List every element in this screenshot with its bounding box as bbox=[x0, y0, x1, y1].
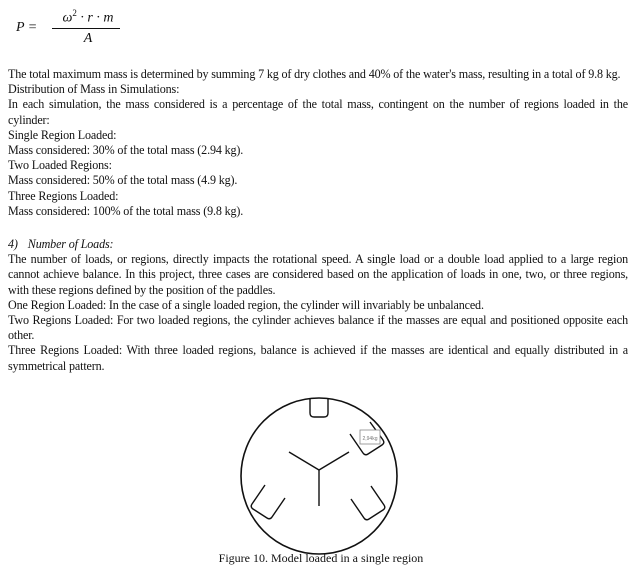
formula-numerator bbox=[54, 8, 122, 27]
two-regions-paragraph: Two Regions Loaded: For two loaded regions, the cylinder achieves balance if the masses are equal and positioned opposite each other. bbox=[8, 313, 628, 343]
distribution-heading: Distribution of Mass in Simulations: bbox=[8, 82, 180, 97]
paddle-lower-right bbox=[351, 486, 385, 520]
section-heading bbox=[8, 237, 628, 252]
mass-section bbox=[8, 67, 628, 219]
one-region-paragraph: One Region Loaded: In the case of a single loaded region, the cylinder will invariably be unbalanced. bbox=[8, 297, 484, 312]
three-regions-label: Three Regions Loaded: bbox=[8, 188, 119, 203]
single-region-mass: Mass considered: 30% of the total mass (2.94 kg). bbox=[8, 143, 244, 158]
section-title: Number of Loads: bbox=[27, 237, 114, 251]
loads-section bbox=[8, 237, 628, 374]
formula-lhs: P = bbox=[16, 20, 38, 35]
formula-denominator: A bbox=[83, 31, 93, 46]
formula-exponent: 2 bbox=[72, 8, 77, 18]
total-mass-paragraph: The total maximum mass is determined by summing 7 kg of dry clothes and 40% of the water's mass, resulting in a total of 9.8 kg. bbox=[8, 67, 621, 81]
two-regions-label: Two Loaded Regions: bbox=[8, 158, 112, 173]
three-regions-paragraph: Three Regions Loaded: With three loaded regions, balance is achieved if the masses are identical and equally distributed in a symmetrical pattern. bbox=[8, 343, 628, 373]
paddle-lower-left bbox=[251, 485, 285, 519]
simulation-paragraph: In each simulation, the mass considered is a percentage of the total mass, contingent on the number of regions loaded in the cylinder: bbox=[8, 97, 628, 127]
fraction-bar bbox=[52, 28, 120, 29]
two-regions-mass: Mass considered: 50% of the total mass (4.9 kg). bbox=[8, 173, 238, 188]
power-formula bbox=[14, 6, 134, 50]
formula-numerator-rest: · r · m bbox=[76, 10, 114, 26]
figure-caption: Figure 10. Model loaded in a single region bbox=[218, 551, 424, 565]
paddle-top bbox=[310, 398, 328, 417]
three-regions-mass: Mass considered: 100% of the total mass (9.8 kg). bbox=[8, 203, 244, 218]
section-number: 4) bbox=[8, 237, 18, 251]
center-shaft bbox=[289, 452, 349, 506]
single-region-label: Single Region Loaded: bbox=[8, 127, 117, 142]
load-label: 2,94kg bbox=[362, 436, 378, 442]
loads-paragraph: The number of loads, or regions, directly impacts the rotational speed. A single load or a double load applied to a large region cannot achieve balance. In this project, three cases are considered based on the application of loads in one, two, or three regions, with these regions defined by the position of the paddles. bbox=[8, 252, 628, 297]
formula-omega: ω bbox=[62, 10, 73, 26]
cylinder-diagram bbox=[238, 395, 400, 557]
